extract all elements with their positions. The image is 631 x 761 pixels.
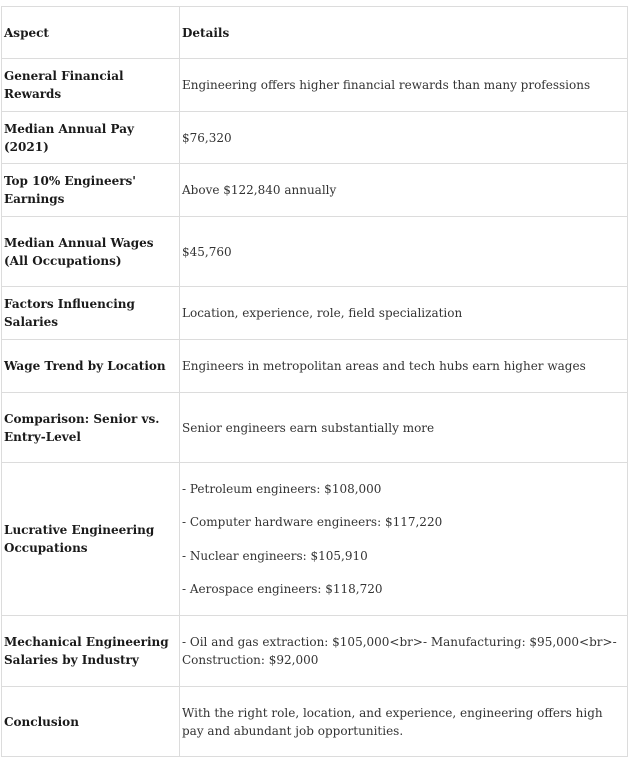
list-item: - Petroleum engineers: $108,000 [182, 481, 382, 496]
row-aspect: Median Annual Pay (2021) [2, 112, 180, 164]
row-aspect: Lucrative Engineering Occupations [2, 463, 180, 616]
row-aspect: Top 10% Engineers' Earnings [2, 164, 180, 217]
table-row [2, 463, 628, 616]
table-row [2, 616, 628, 687]
row-aspect: Factors Influencing Salaries [2, 287, 180, 340]
row-details: Senior engineers earn substantially more [180, 393, 628, 463]
row-aspect: Conclusion [2, 687, 180, 757]
header-details: Details [180, 7, 628, 59]
row-details-list [180, 463, 628, 616]
table-row [2, 687, 628, 757]
row-aspect: Comparison: Senior vs. Entry-Level [2, 393, 180, 463]
row-details: Engineering offers higher financial rewards than many professions [180, 59, 628, 112]
aspect-details-table [1, 6, 628, 757]
row-aspect: Mechanical Engineering Salaries by Industry [2, 616, 180, 687]
row-details: With the right role, location, and experience, engineering offers high pay and abundant job opportunities. [180, 687, 628, 757]
row-details: Above $122,840 annually [180, 164, 628, 217]
table-row [2, 59, 628, 112]
list-item: - Aerospace engineers: $118,720 [182, 582, 383, 597]
row-aspect: Wage Trend by Location [2, 340, 180, 393]
table-row [2, 340, 628, 393]
row-details: $76,320 [180, 112, 628, 164]
row-aspect: Median Annual Wages (All Occupations) [2, 217, 180, 287]
row-aspect: General Financial Rewards [2, 59, 180, 112]
table-row [2, 393, 628, 463]
header-row [2, 7, 628, 59]
table-row [2, 287, 628, 340]
header-aspect: Aspect [2, 7, 180, 59]
list-item: - Nuclear engineers: $105,910 [182, 548, 368, 563]
list-item: - Computer hardware engineers: $117,220 [182, 515, 443, 530]
table-row [2, 164, 628, 217]
table-row [2, 112, 628, 164]
table-row [2, 217, 628, 287]
row-details: Location, experience, role, field specialization [180, 287, 628, 340]
row-details: $45,760 [180, 217, 628, 287]
row-details: Engineers in metropolitan areas and tech hubs earn higher wages [180, 340, 628, 393]
row-details: - Oil and gas extraction: $105,000<br>- Manufacturing: $95,000<br>- Construction: $92,000 [180, 616, 628, 687]
